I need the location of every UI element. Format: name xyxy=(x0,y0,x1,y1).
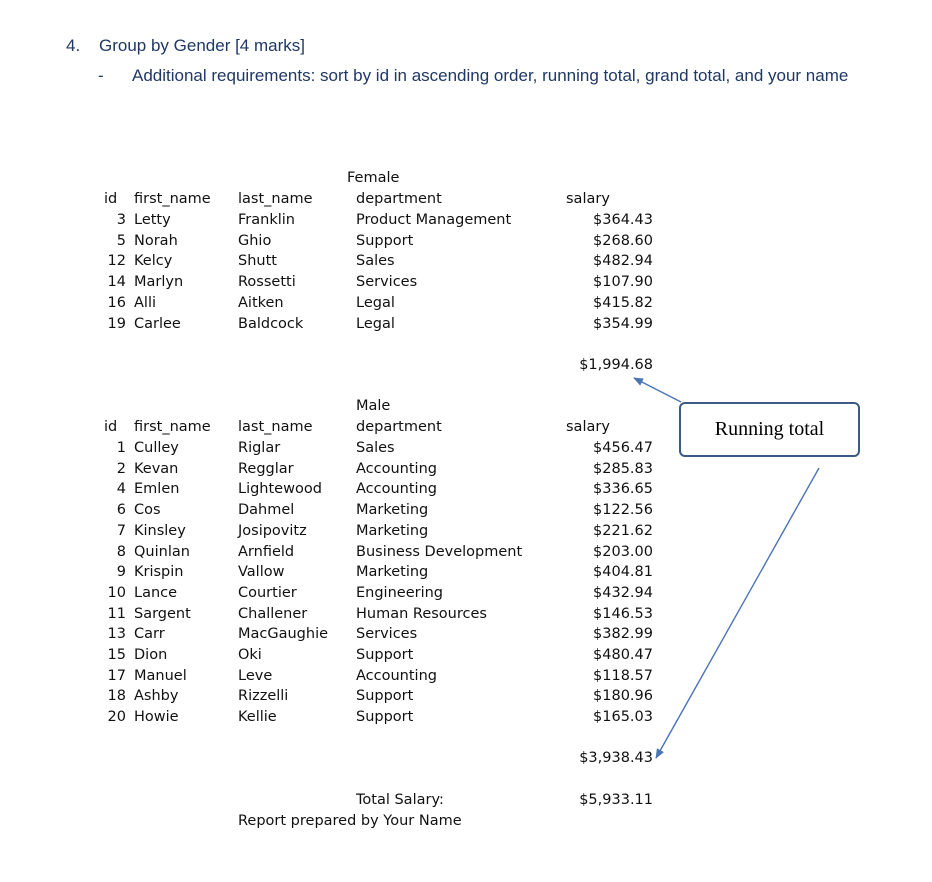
cell-id: 8 xyxy=(116,543,126,560)
cell-first-name: Krispin xyxy=(134,564,184,581)
cell-id: 20 xyxy=(107,709,126,726)
cell-last-name: Challener xyxy=(238,605,308,622)
cell-last-name: Kellie xyxy=(238,709,277,726)
cell-salary: $354.99 xyxy=(593,315,653,332)
cell-first-name: Sargent xyxy=(134,605,191,622)
arrow-to-female-subtotal xyxy=(634,378,681,402)
cell-first-name: Emlen xyxy=(134,481,180,498)
running-total-callout xyxy=(679,402,860,457)
cell-last-name: Ghio xyxy=(238,232,272,249)
cell-id: 18 xyxy=(107,688,126,705)
cell-salary: $364.43 xyxy=(593,212,653,228)
cell-first-name: Lance xyxy=(134,584,178,601)
running-total-value: $1,994.68 xyxy=(579,357,653,373)
cell-salary: $456.47 xyxy=(593,440,653,456)
group-label: Male xyxy=(356,398,391,414)
cell-id: 16 xyxy=(107,294,126,311)
header-salary: salary xyxy=(566,191,610,207)
cell-last-name: Rizzelli xyxy=(238,688,289,705)
cell-salary: $221.62 xyxy=(593,522,653,539)
header-id: id xyxy=(104,419,118,435)
cell-first-name: Norah xyxy=(134,232,178,249)
running-total-value: $3,938.43 xyxy=(579,750,653,766)
cell-last-name: Dahmel xyxy=(238,502,295,519)
cell-first-name: Manuel xyxy=(134,667,187,684)
cell-last-name: Shutt xyxy=(238,253,277,270)
cell-department: Support xyxy=(356,709,414,726)
cell-first-name: Carlee xyxy=(134,315,181,332)
cell-id: 2 xyxy=(116,460,126,477)
header-department: department xyxy=(356,191,442,207)
header-first-name: first_name xyxy=(134,191,211,207)
cell-salary: $382.99 xyxy=(593,626,653,643)
cell-last-name: Josipovitz xyxy=(238,522,307,539)
cell-salary: $165.03 xyxy=(593,709,653,726)
cell-department: Human Resources xyxy=(356,605,487,622)
group-label: Female xyxy=(347,170,400,186)
cell-department: Legal xyxy=(356,294,395,311)
cell-id: 1 xyxy=(116,440,126,456)
cell-last-name: Arnfield xyxy=(238,543,295,560)
cell-last-name: Franklin xyxy=(238,212,295,228)
grand-total-value: $5,933.11 xyxy=(579,792,653,808)
cell-department: Marketing xyxy=(356,564,429,581)
cell-id: 5 xyxy=(116,232,126,249)
cell-first-name: Quinlan xyxy=(134,543,190,560)
cell-id: 10 xyxy=(107,584,126,601)
cell-id: 9 xyxy=(116,564,126,581)
cell-first-name: Kevan xyxy=(134,460,179,477)
header-department: department xyxy=(356,419,442,435)
cell-last-name: Oki xyxy=(238,647,262,663)
cell-id: 11 xyxy=(107,605,126,622)
cell-id: 14 xyxy=(107,274,126,291)
cell-id: 13 xyxy=(107,626,126,643)
cell-last-name: Courtier xyxy=(238,584,297,601)
cell-department: Support xyxy=(356,688,414,705)
cell-salary: $146.53 xyxy=(593,605,653,622)
cell-last-name: Leve xyxy=(238,667,273,684)
cell-salary: $268.60 xyxy=(593,232,653,249)
cell-salary: $285.83 xyxy=(593,460,653,477)
cell-department: Accounting xyxy=(356,481,437,498)
cell-department: Marketing xyxy=(356,502,429,519)
requirements-text: Additional requirements: sort by id in ascending order, running total, grand total, and your name xyxy=(132,66,849,85)
cell-department: Sales xyxy=(356,253,395,270)
question-number: 4. xyxy=(66,36,81,55)
cell-salary: $180.96 xyxy=(593,688,653,705)
cell-department: Sales xyxy=(356,440,395,456)
header-first-name: first_name xyxy=(134,419,211,435)
cell-last-name: Lightewood xyxy=(238,481,322,498)
cell-salary: $480.47 xyxy=(593,647,653,663)
cell-first-name: Ashby xyxy=(134,688,179,705)
question-title: Group by Gender [4 marks] xyxy=(99,36,305,55)
cell-department: Business Development xyxy=(356,543,523,560)
cell-last-name: Vallow xyxy=(238,564,285,581)
cell-department: Product Management xyxy=(356,212,512,228)
cell-salary: $336.65 xyxy=(593,481,653,498)
cell-department: Services xyxy=(356,626,418,643)
cell-first-name: Marlyn xyxy=(134,274,184,291)
cell-first-name: Kelcy xyxy=(134,253,173,270)
cell-salary: $404.81 xyxy=(593,564,653,581)
cell-salary: $203.00 xyxy=(593,543,653,560)
cell-first-name: Dion xyxy=(134,647,168,663)
cell-id: 4 xyxy=(116,481,126,498)
cell-id: 3 xyxy=(116,212,126,228)
cell-last-name: MacGaughie xyxy=(238,626,329,643)
cell-last-name: Rossetti xyxy=(238,274,296,291)
cell-first-name: Alli xyxy=(134,294,157,311)
cell-department: Engineering xyxy=(356,584,443,601)
cell-salary: $118.57 xyxy=(593,667,653,684)
cell-first-name: Kinsley xyxy=(134,522,186,539)
footer-text: Report prepared by Your Name xyxy=(238,813,462,829)
grand-total-label: Total Salary: xyxy=(356,792,444,808)
cell-id: 12 xyxy=(107,253,126,270)
cell-id: 15 xyxy=(107,647,126,663)
cell-first-name: Culley xyxy=(134,440,179,456)
header-last-name: last_name xyxy=(238,191,313,207)
cell-first-name: Letty xyxy=(134,212,171,228)
cell-department: Accounting xyxy=(356,460,437,477)
cell-first-name: Howie xyxy=(134,709,179,726)
cell-id: 19 xyxy=(107,315,126,332)
cell-first-name: Carr xyxy=(134,626,165,643)
cell-department: Support xyxy=(356,232,414,249)
header-id: id xyxy=(104,191,118,207)
header-salary: salary xyxy=(566,419,610,435)
bullet-dash: - xyxy=(98,66,104,85)
cell-salary: $122.56 xyxy=(593,502,653,519)
callout-label: Running total xyxy=(714,418,825,440)
cell-salary: $482.94 xyxy=(593,253,653,270)
cell-salary: $107.90 xyxy=(593,274,653,291)
header-last-name: last_name xyxy=(238,419,313,435)
cell-department: Accounting xyxy=(356,667,437,684)
cell-last-name: Baldcock xyxy=(238,315,304,332)
cell-salary: $415.82 xyxy=(593,294,653,311)
cell-last-name: Aitken xyxy=(238,294,284,311)
cell-last-name: Riglar xyxy=(238,440,281,456)
cell-first-name: Cos xyxy=(134,502,161,519)
cell-id: 17 xyxy=(107,667,126,684)
cell-department: Support xyxy=(356,647,414,663)
cell-id: 7 xyxy=(116,522,126,539)
cell-salary: $432.94 xyxy=(593,584,653,601)
cell-department: Legal xyxy=(356,315,395,332)
cell-department: Marketing xyxy=(356,522,429,539)
cell-id: 6 xyxy=(116,502,126,519)
arrow-to-male-subtotal xyxy=(656,468,819,758)
cell-department: Services xyxy=(356,274,418,291)
cell-last-name: Regglar xyxy=(238,460,294,477)
